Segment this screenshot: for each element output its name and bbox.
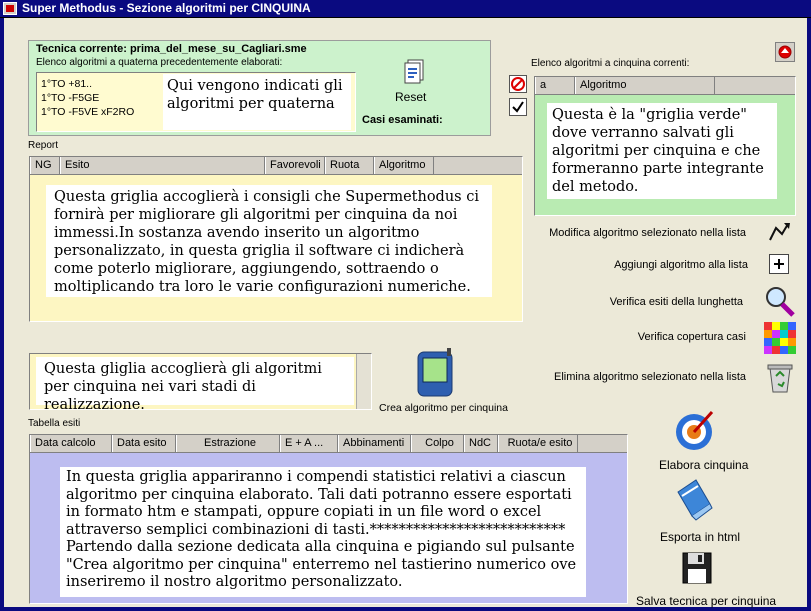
color-grid-icon bbox=[764, 322, 796, 354]
quaterna-item[interactable]: 1°TO -F5GE bbox=[41, 92, 100, 104]
elabora-label[interactable]: Elabora cinquina bbox=[659, 458, 749, 472]
modifica-label: Modifica algoritmo selezionato nella lista bbox=[549, 227, 746, 239]
elimina-button[interactable] bbox=[764, 360, 796, 394]
report-col-esito[interactable]: Esito bbox=[60, 157, 265, 174]
stop-icon bbox=[510, 76, 526, 92]
title-bar bbox=[0, 0, 811, 18]
stadi-scrollbar[interactable] bbox=[356, 354, 371, 409]
stadi-area[interactable] bbox=[29, 353, 372, 413]
crea-label[interactable]: Crea algoritmo per cinquina bbox=[379, 402, 508, 414]
magnifier-icon bbox=[762, 284, 796, 318]
esiti-grid[interactable] bbox=[29, 434, 628, 604]
verifica-copertura-label: Verifica copertura casi bbox=[637, 331, 746, 343]
correnti-col-algoritmo[interactable]: Algoritmo bbox=[575, 77, 715, 94]
device-icon bbox=[414, 348, 456, 400]
esporta-label[interactable]: Esporta in html bbox=[660, 530, 741, 544]
check-icon bbox=[510, 99, 526, 115]
verifica-copertura-button[interactable] bbox=[764, 322, 796, 354]
esiti-col-estrazione[interactable]: Estrazione bbox=[176, 435, 280, 452]
recycle-bin-icon bbox=[764, 360, 796, 394]
correnti-label: Elenco algoritmi a cinquina correnti: bbox=[531, 58, 690, 69]
exit-icon bbox=[776, 43, 794, 61]
esiti-col-colpo[interactable]: Colpo bbox=[411, 435, 464, 452]
book-export-icon bbox=[674, 478, 714, 522]
verifica-esiti-button[interactable] bbox=[762, 284, 796, 318]
crea-button[interactable] bbox=[414, 348, 456, 400]
esiti-label: Tabella esiti bbox=[28, 418, 81, 429]
tecnica-title: Tecnica corrente: prima_del_mese_su_Cagliari.sme bbox=[36, 43, 307, 55]
esiti-col-ruota-esito[interactable]: Ruota/e esito bbox=[498, 435, 578, 452]
report-col-ng[interactable]: NG bbox=[30, 157, 60, 174]
report-note: Questa griglia accoglierà i consigli che Supermethodus ci fornirà per migliorare gli algoritmi per cinquina da noi immessi.In sostanza avendo inserito un algoritmo personalizzato, in questa griglia il software ci indicherà come poterlo migliorare, aggiungendo, sottraendo o moltiplicando tra loro le varie configurazioni numeriche. bbox=[46, 185, 492, 297]
correnti-note: Questa è la "griglia verde" dove verranno salvati gli algoritmi per cinquina e che formeranno parte integrante del metodo. bbox=[547, 103, 777, 199]
app-icon[interactable] bbox=[3, 2, 17, 15]
plus-icon bbox=[770, 255, 788, 273]
salva-button[interactable] bbox=[680, 550, 714, 586]
quaterna-item[interactable]: 1°TO +81.. bbox=[41, 78, 92, 90]
confirm-button[interactable] bbox=[509, 98, 527, 116]
quaterna-list-label: Elenco algoritmi a quaterna precedentemente elaborati: bbox=[36, 57, 283, 68]
aggiungi-label: Aggiungi algoritmo alla lista bbox=[614, 259, 748, 271]
quaterna-note: Qui vengono indicati gli algoritmi per quaterna bbox=[163, 74, 351, 130]
salva-label[interactable]: Salva tecnica per cinquina bbox=[636, 594, 777, 608]
correnti-grid[interactable] bbox=[534, 76, 796, 216]
esporta-button[interactable] bbox=[674, 478, 714, 522]
elimina-label: Elimina algoritmo selezionato nella lista bbox=[554, 371, 746, 383]
aggiungi-button[interactable] bbox=[769, 254, 789, 274]
floppy-disk-icon bbox=[680, 550, 714, 586]
target-icon bbox=[674, 408, 716, 454]
esiti-col-data-calcolo[interactable]: Data calcolo bbox=[30, 435, 112, 452]
verifica-esiti-label: Verifica esiti della lunghetta bbox=[609, 296, 743, 308]
esiti-col-abbinamenti[interactable]: Abbinamenti bbox=[338, 435, 411, 452]
window-frame-right bbox=[807, 18, 811, 611]
casi-esaminati-label: Casi esaminati: bbox=[362, 114, 443, 126]
report-label: Report bbox=[28, 140, 59, 151]
esiti-note: In questa griglia appariranno i compendi statistici relativi a ciascun algoritmo per cinquina elaborato. Tali dati potranno essere esportati in formato htm e stampati, oppure copiati in un file word o excel attraverso semplici combinazioni di tasti.*************************** Partendo dalla sezione dedicata alla cinquina e pigiando sul pulsante "Crea algoritmo per cinquina" enterremo nel tastierino numerico ove inseriremo il nostro algoritmo personalizzato. bbox=[60, 467, 586, 597]
quaterna-list[interactable] bbox=[36, 72, 356, 132]
esiti-col-data-esito[interactable]: Data esito bbox=[112, 435, 176, 452]
reset-button[interactable]: Reset bbox=[395, 90, 427, 104]
report-col-algoritmo[interactable]: Algoritmo bbox=[374, 157, 434, 174]
window-title: Super Methodus - Sezione algoritmi per CINQUINA bbox=[22, 1, 311, 15]
elabora-button[interactable] bbox=[674, 408, 716, 454]
stadi-note: Questa gliglia accoglierà gli algoritmi per cinquina nei vari stadi di realizzazione. bbox=[36, 357, 354, 405]
reset-icon[interactable] bbox=[402, 59, 426, 87]
exit-button[interactable] bbox=[775, 42, 795, 62]
correnti-col-a[interactable]: a bbox=[535, 77, 575, 94]
esiti-col-ndc[interactable]: NdC bbox=[464, 435, 498, 452]
modifica-button[interactable] bbox=[766, 220, 792, 246]
edit-arrow-icon bbox=[766, 220, 792, 246]
report-grid[interactable] bbox=[29, 156, 523, 322]
quaterna-item[interactable]: 1°TO -F5VE xF2RO bbox=[41, 106, 135, 118]
stop-button[interactable] bbox=[509, 75, 527, 93]
tecnica-panel bbox=[28, 40, 491, 136]
report-col-ruota[interactable]: Ruota bbox=[325, 157, 374, 174]
esiti-col-ea[interactable]: E + A ... bbox=[280, 435, 338, 452]
window-frame-left bbox=[0, 18, 4, 611]
report-col-favorevoli[interactable]: Favorevoli bbox=[265, 157, 325, 174]
